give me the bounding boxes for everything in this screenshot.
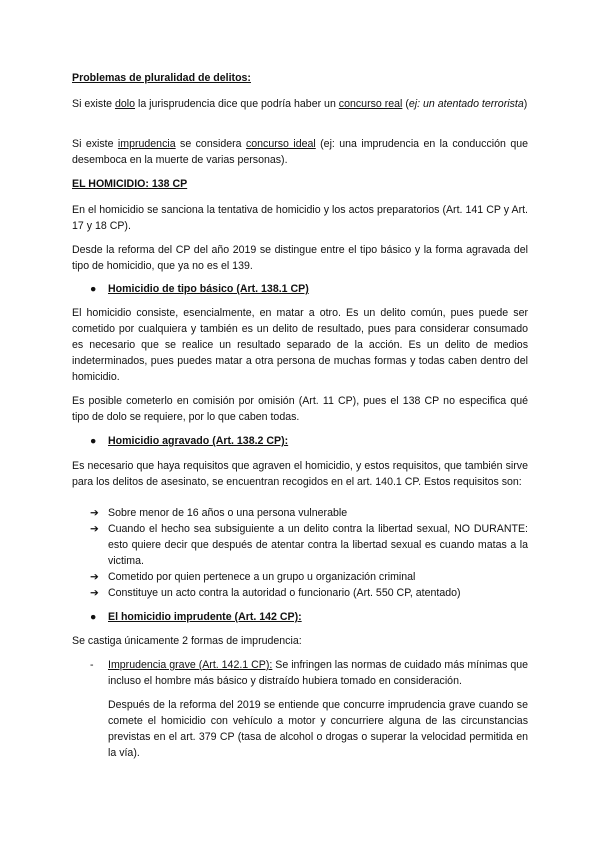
heading-text: EL HOMICIDIO: 138 CP xyxy=(72,178,188,190)
text: Constituye un acto contra la autoridad o funcionario (Art. 550 CP, atentado) xyxy=(108,587,461,599)
text: imprudencia xyxy=(117,138,176,150)
paragraph: El homicidio consiste, esencialmente, en matar a otro. Es un delito común, pues puede ser cometido por cualquiera y también es un delito de resultado, pues para considerar consumado es necesario que se realice un resultado separado de la acción. Es un delito de medios indeterminados, pues puedes matar a otra persona de muchas formas y todas caben dentro del homicidio. xyxy=(72,307,528,383)
text: Homicidio de tipo básico (Art. 138.1 CP) xyxy=(108,283,309,295)
arrow-icon: ➔ xyxy=(90,507,99,519)
text: Si existe xyxy=(72,98,115,110)
text: Se infringen las normas de cuidado más mínimas que incluso el hombre más básico y distraído hubiera tomado en consideración. xyxy=(108,659,528,687)
paragraph-imprudencia xyxy=(72,136,528,168)
arrow-icon: ➔ xyxy=(90,571,99,583)
text: El homicidio imprudente (Art. 142 CP): xyxy=(108,611,302,623)
bullet-subheading xyxy=(90,433,528,449)
text: Cuando el hecho sea subsiguiente a un delito contra la libertad sexual, NO DURANTE: esto quiere decir que después de atentar contra la libertad sexual es cuando matas a la victima. xyxy=(108,523,528,567)
paragraph: Se castiga únicamente 2 formas de imprudencia: xyxy=(72,635,302,647)
paragraph: En el homicidio se sanciona la tentativa de homicidio y los actos preparatorios (Art. 141 CP y Art. 17 y 18 CP). xyxy=(72,204,528,232)
arrow-list xyxy=(90,505,528,601)
bullet-icon: ● xyxy=(90,283,97,295)
text: ( xyxy=(402,98,409,110)
text: Sobre menor de 16 años o una persona vulnerable xyxy=(108,507,348,519)
text: ej: un atentado terrorista xyxy=(408,98,524,110)
arrow-icon: ➔ xyxy=(90,523,99,535)
bullet-icon: ● xyxy=(90,611,97,623)
bullet-subheading xyxy=(90,609,528,625)
text: concurso real xyxy=(338,98,403,110)
section-title xyxy=(72,70,528,86)
text: (ej: una imprudencia en la conducción que desemboca en la muerte de varias personas). xyxy=(72,138,528,166)
text: dolo xyxy=(114,98,136,110)
text: concurso ideal xyxy=(245,138,316,150)
text: se considera xyxy=(175,138,246,150)
text: la jurisprudencia dice que podría haber un xyxy=(135,98,339,110)
paragraph: Desde la reforma del CP del año 2019 se distingue entre el tipo básico y la forma agravada del tipo de homicidio, que ya no es el 139. xyxy=(72,244,528,272)
arrow-icon: ➔ xyxy=(90,587,99,599)
text: ) xyxy=(523,98,528,110)
text: Imprudencia grave (Art. 142.1 CP): xyxy=(108,659,273,671)
text: Cometido por quien pertenece a un grupo u organización criminal xyxy=(108,571,416,583)
dash-icon: - xyxy=(90,659,94,671)
heading-homicidio xyxy=(72,176,528,192)
dash-item xyxy=(90,657,528,689)
text: Si existe xyxy=(72,138,118,150)
paragraph: Es posible cometerlo en comisión por omisión (Art. 11 CP), pues el 138 CP no especifica qué tipo de dolo se requiere, por lo que caben todas. xyxy=(72,395,528,423)
list-item xyxy=(90,505,528,521)
list-item xyxy=(90,569,528,585)
title-text: Problemas de pluralidad de delitos: xyxy=(72,72,251,84)
text: Homicidio agravado (Art. 138.2 CP): xyxy=(108,435,289,447)
paragraph-dolo xyxy=(72,96,528,112)
paragraph: Es necesario que haya requisitos que agraven el homicidio, y estos requisitos, que también sirve para los delitos de asesinato, se encuentran recogidos en el art. 140.1 CP. Estos requisitos son: xyxy=(72,460,528,488)
bullet-icon: ● xyxy=(90,435,97,447)
paragraph: Después de la reforma del 2019 se entiende que concurre imprudencia grave cuando se comete el homicidio con vehículo a motor y concurriere alguna de las circunstancias previstas en el art. 379 CP (tasa de alcohol o drogas o superar la velocidad permitida en la vía). xyxy=(108,699,528,759)
bullet-subheading xyxy=(90,281,528,297)
list-item xyxy=(90,521,528,569)
list-item xyxy=(90,585,528,601)
